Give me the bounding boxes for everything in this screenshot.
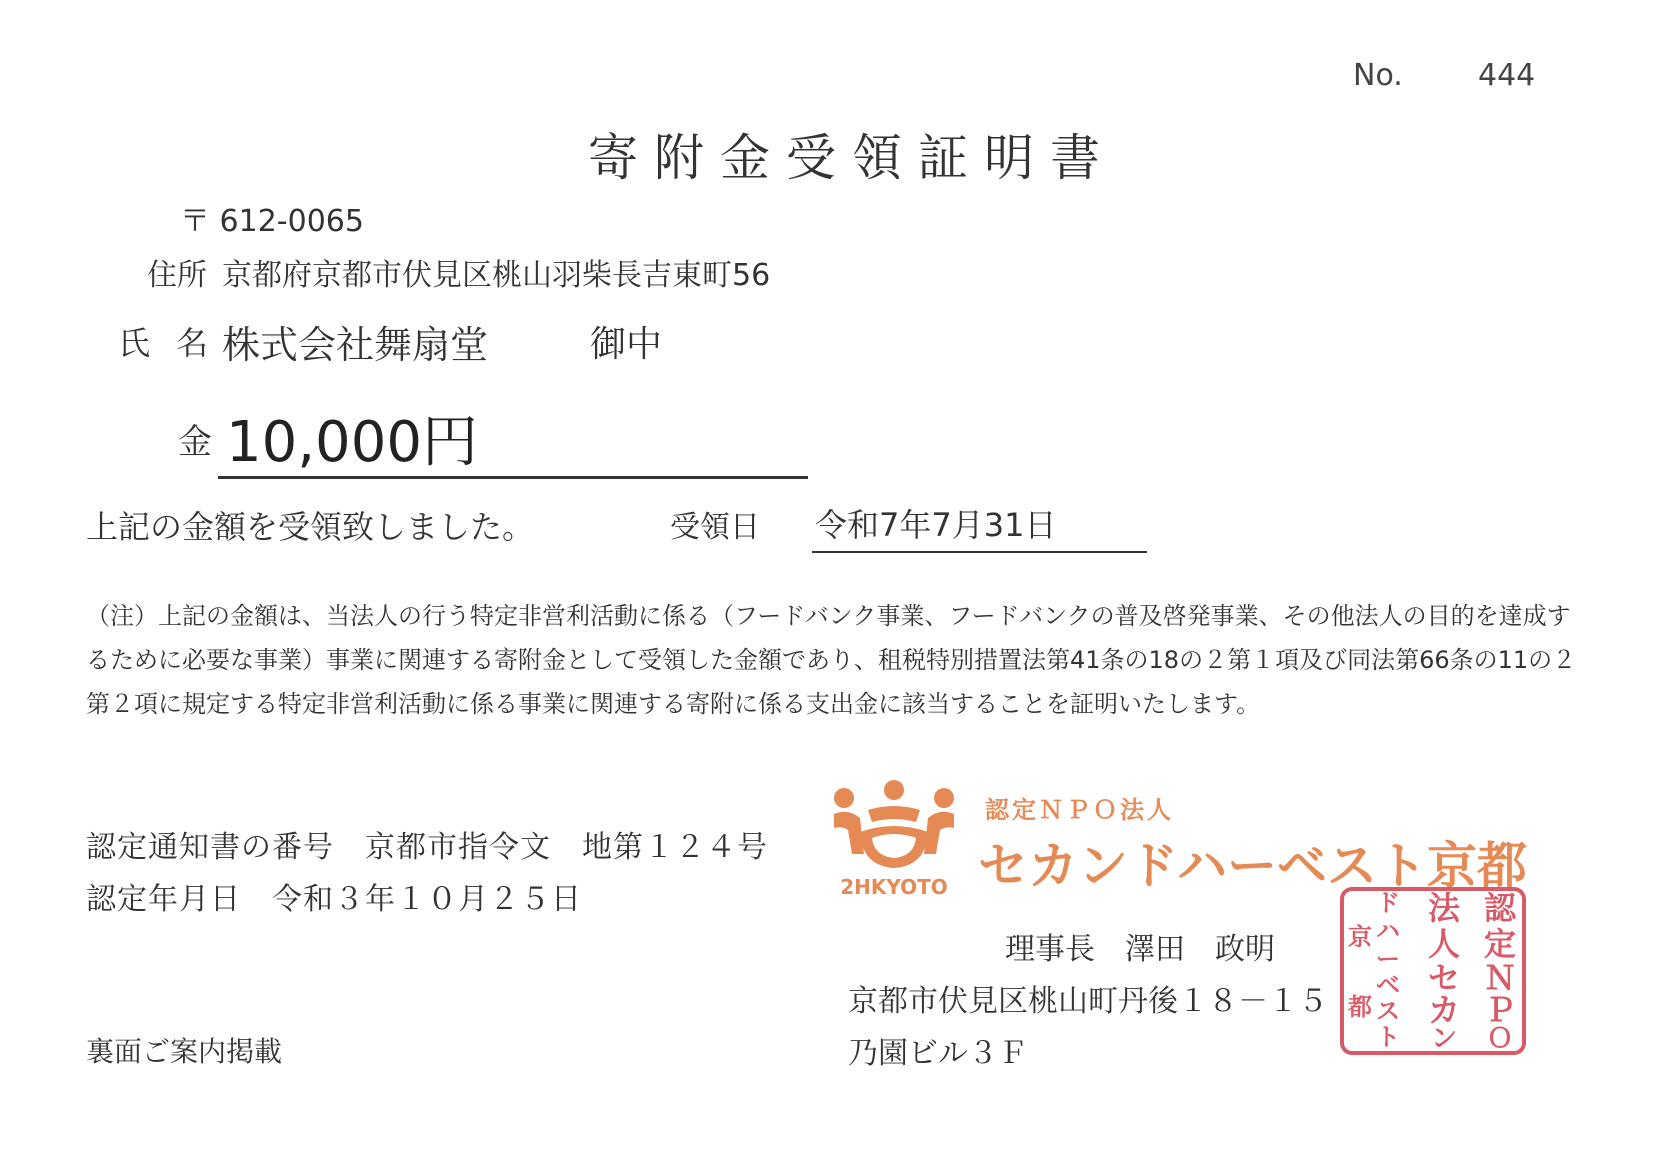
- svg-text:カ: カ: [1427, 991, 1461, 1029]
- organization-logo: [830, 780, 958, 900]
- svg-text:定: 定: [1483, 925, 1517, 963]
- svg-text:認: 認: [1483, 889, 1517, 927]
- svg-text:ベ: ベ: [1376, 971, 1400, 999]
- organization-type: 認定ＮＰＯ法人: [985, 796, 1174, 824]
- date-underline: [812, 551, 1147, 553]
- svg-text:セ: セ: [1427, 959, 1461, 997]
- address-value: 京都府京都市伏見区桃山羽柴長吉東町56: [222, 258, 771, 293]
- receipt-statement: 上記の金額を受領致しました。: [86, 508, 535, 546]
- svg-text:法: 法: [1427, 889, 1461, 927]
- receipt-date: 令和7年7月31日: [815, 506, 1057, 544]
- document-number-label: No.: [1353, 58, 1403, 93]
- back-notice: 裏面ご案内掲載: [86, 1035, 283, 1068]
- svg-text:都: 都: [1348, 993, 1372, 1021]
- postal-code: 〒 612-0065: [180, 204, 364, 239]
- svg-text:Ｏ: Ｏ: [1486, 1024, 1514, 1054]
- organization-address-line2: 乃園ビル３Ｆ: [848, 1036, 1028, 1071]
- svg-text:Ｐ: Ｐ: [1483, 991, 1517, 1029]
- official-seal: [1338, 885, 1528, 1057]
- document-number: 444: [1478, 58, 1536, 93]
- logo-text: 2HKYOTO: [840, 875, 948, 899]
- amount-underline: [218, 476, 808, 479]
- recipient-name: 株式会社舞扇堂: [222, 323, 489, 367]
- seal-stamp-icon: [1338, 885, 1528, 1057]
- organization-address-line1: 京都市伏見区桃山町丹後１８－１５: [848, 984, 1328, 1019]
- svg-text:ハ: ハ: [1376, 917, 1400, 945]
- svg-text:ー: ー: [1376, 945, 1400, 973]
- amount-label: 金: [178, 422, 212, 462]
- svg-text:ト: ト: [1376, 1023, 1400, 1051]
- svg-text:ン: ン: [1430, 1024, 1458, 1054]
- svg-text:人: 人: [1427, 925, 1461, 963]
- certification-date: 認定年月日 令和３年１０月２５日: [86, 882, 582, 917]
- page-title: 寄附金受領証明書: [588, 129, 1116, 187]
- certification-number: 認定通知書の番号 京都市指令文 地第１２４号: [86, 830, 768, 865]
- organization-name: セカンドハーベスト京都: [978, 837, 1527, 895]
- people-bowl-icon: [830, 780, 958, 900]
- honorific: 御中: [590, 324, 663, 365]
- svg-text:京: 京: [1348, 923, 1372, 951]
- receipt-date-label: 受領日: [670, 510, 760, 545]
- svg-text:Ｎ: Ｎ: [1483, 959, 1517, 997]
- name-label: 氏名: [118, 324, 235, 362]
- svg-text:ド: ド: [1376, 889, 1400, 917]
- chairperson: 理事長 澤田 政明: [1005, 932, 1275, 967]
- legal-note: （注）上記の金額は、当法人の行う特定非営利活動に係る（フードバンク事業、フードバンクの普及啓発事業、その他法人の目的を達成するために必要な事業）事業に関連する寄附金として受領した金額であり、租税特別措置法第41条の18の２第１項及び同法第66条の11の２第２項に規定する特定非営利活動に係る事業に関連する寄附に係る支出金に該当することを証明いたします。: [86, 602, 1577, 718]
- svg-text:ス: ス: [1376, 997, 1400, 1025]
- amount-value: 10,000円: [226, 410, 478, 475]
- address-label: 住所: [147, 258, 207, 293]
